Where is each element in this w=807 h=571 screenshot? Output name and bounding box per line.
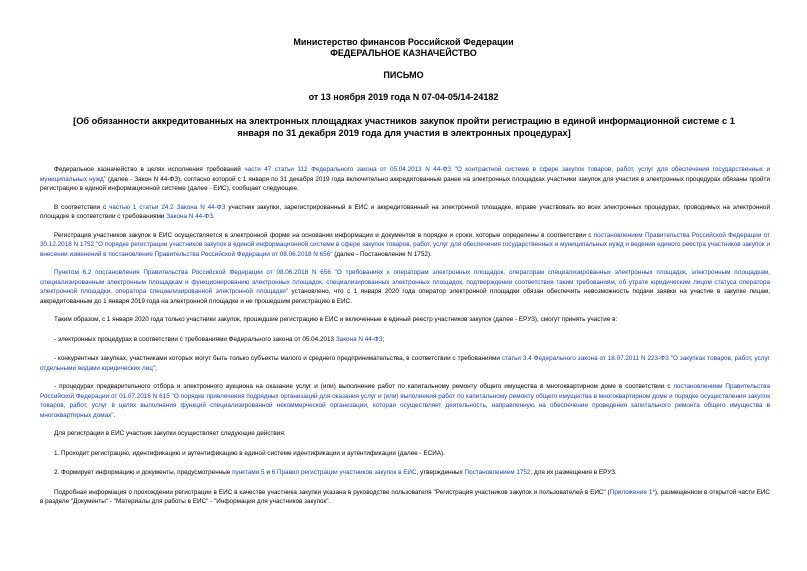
text: , утвержденных xyxy=(416,469,465,476)
text: . xyxy=(212,213,215,220)
paragraph-6 xyxy=(40,335,770,345)
link-law-44fz-art24-2[interactable]: частью 1 статьи 24.2 Закона N 44-ФЗ xyxy=(109,203,226,211)
paragraph-10 xyxy=(40,449,770,459)
link-law-44fz[interactable]: Закона N 44-ФЗ xyxy=(166,213,213,220)
link-law-223fz-art3-4[interactable]: статьи 3.4 Федерального закона от 18.07.2011 N 223-ФЗ "О закупках товаров, работ, услуг отдельными видами юридических лиц" xyxy=(40,355,770,372)
text: ; xyxy=(382,335,385,343)
document-subject: [Об обязанности аккредитованных на электронных площадках участников закупок пройти регистрацию в единой информационной системе с 1 января по 31 декабря 2019 года для участия в электронных процедурах] xyxy=(73,116,735,138)
paragraph-5 xyxy=(40,315,770,325)
text: В соответствии с xyxy=(54,203,110,211)
text: - конкурентных закупках, участниками которых могут быть только субъекты малого и среднего предпринимательства, в соответствии с требованиями xyxy=(54,355,502,362)
agency-name: ФЕДЕРАЛЬНОЕ КАЗНАЧЕЙСТВО xyxy=(330,48,477,58)
text: 2. Формирует информацию и документы, предусмотренные xyxy=(54,469,233,476)
text: , для их размещения в ЕРУЗ. xyxy=(530,469,617,476)
text: и xyxy=(264,469,272,476)
text: Таким образом, с 1 января 2020 года только участники закупок, прошедшие регистрацию в ЕИС и включенные в единый реестр участников закупок (далее - ЕРУЗ), смогут принять участие в: xyxy=(54,316,618,323)
document-date-number: от 13 ноября 2019 года N 07-04-05/14-24182 xyxy=(308,92,499,102)
text: 1. Проходит регистрацию, идентификацию и аутентификацию в единой системе идентификации и аутентификации (далее - ЕСИА). xyxy=(54,449,445,457)
text: ), размещенном в открытой части ЕИС в разделе "Документы" - "Материалы для работы в ЕИС" - "Информация для участников закупок". xyxy=(40,488,770,505)
text: Для регистрации в ЕИС участник закупки осуществляет следующие действия: xyxy=(54,430,286,437)
link-resolution-656[interactable]: Пунктом 6.2 постановления Правительства Российской Федерации от 08.06.2018 N 656 "О требованиях к операторам электронных площадок, операторам специализированных электронных площадок, электронным площадкам, специализированным электронным площадкам и функционированию электронных площадок, специализированных электронных площадок, подтверждении соответствия таким требованиям, об утрате юридическим лицом статуса оператора электронной площадки, оператора специализированной электронной площадки" xyxy=(40,269,770,295)
paragraph-3 xyxy=(40,231,770,260)
text: (далее - Закон N 44-ФЗ), согласно которой с 1 января по 31 декабря 2019 года включительно аккредитованные ранее на электронных площадках участники закупок для участия в электронных процедурах обязаны пройти регистрацию в единой информационной системе (далее - ЕИС), сообщает следующее. xyxy=(40,175,770,192)
paragraph-1 xyxy=(40,165,770,194)
text: ; xyxy=(155,364,157,372)
text: Подробная информация о прохождении регистрации в ЕИС в качестве участника закупки указана в руководстве пользователя "Регистрация участников закупок и пользователей в ЕИС" ( xyxy=(54,488,610,496)
link-law-44fz-art112[interactable]: части 47 статьи 112 Федерального закона от 05.04.2013 N 44-ФЗ "О контрактной системе в сфере закупок товаров, работ, услуг для обеспечения государственных и муниципальных нужд" xyxy=(40,166,771,183)
text: - электронных процедурах в соответствии с требованиями Федерального закона от 05.04.2013 xyxy=(54,335,336,343)
text: - процедурах предварительного отбора и электронного аукциона на оказание услуг и (или) выполнение работ по капитальному ремонту общего имущества в многоквартирном доме в соответствии с xyxy=(54,383,674,390)
paragraph-2 xyxy=(40,203,770,222)
text: Регистрация участников закупок в ЕИС осуществляется в электронной форме на основании информации и документов в порядке и сроки, которые определены в соответствии с xyxy=(54,231,594,239)
text: (далее - Постановление N 1752). xyxy=(332,250,432,258)
link-resolution-1752[interactable]: постановлением Правительства Российской Федерации от 30.12.2018 N 1752 "О порядке регистрации участников закупок в единой информационной системе в сфере закупок товаров, работ, услуг для обеспечения государственных и муниципальных нужд и ведения единого реестра участников закупок и внесении изменений в постановление Правительства Российской Федерации от 08.06.2018 N 656" xyxy=(40,231,770,258)
paragraph-8 xyxy=(40,382,770,420)
paragraph-7 xyxy=(40,354,770,373)
text: установлено, что с 1 января 2020 года оператор электронной площадки обязан обеспечить невозможность подачи заявки на участие в закупке лицам, аккредитованным до 1 января 2019 года на электронной площадке и не прошедшим регистрацию в ЕИС. xyxy=(40,288,770,305)
link-rules-registration[interactable]: 6 Правил регистрации участников закупок в ЕИС xyxy=(271,469,417,476)
text: . xyxy=(113,411,116,419)
paragraph-12 xyxy=(40,488,770,507)
link-law-44fz-list[interactable]: Закона N 44-ФЗ xyxy=(335,335,383,343)
link-appendix-1[interactable]: Приложение 1* xyxy=(609,488,655,496)
paragraph-11 xyxy=(40,468,770,478)
link-points-5[interactable]: пунктами 5 xyxy=(232,469,265,476)
ministry-name: Министерство финансов Российской Федерации xyxy=(293,37,514,47)
paragraph-4 xyxy=(40,268,770,306)
text: Федеральное казначейство в целях исполнения требований xyxy=(54,166,245,173)
document-type: ПИСЬМО xyxy=(383,70,424,80)
text: участник закупки, зарегистрированный в ЕИС и аккредитованный на электронной площадке, вправе участвовать во всех электронных процедурах, проводимых на электронной площадке в соответствии с требованиями xyxy=(40,203,770,220)
document-body xyxy=(40,165,770,516)
document-header xyxy=(0,37,807,103)
link-resolution-615[interactable]: постановлением Правительства Российской Федерации от 01.07.2016 N 615 "О порядке привлечения подрядных организаций для оказания услуг и (или) выполнения работ по капитальному ремонту общего имущества в многоквартирном доме и порядке осуществления закупок товаров, работ, услуг в целях выполнения функций специализированной некоммерческой организации, которая осуществляет деятельность, направленную на обеспечение проведения капитального ремонта общего имущества в многоквартирных домах" xyxy=(40,383,770,419)
link-resolution-1752-short[interactable]: Постановлением 1752 xyxy=(464,469,531,476)
paragraph-9 xyxy=(40,429,770,439)
